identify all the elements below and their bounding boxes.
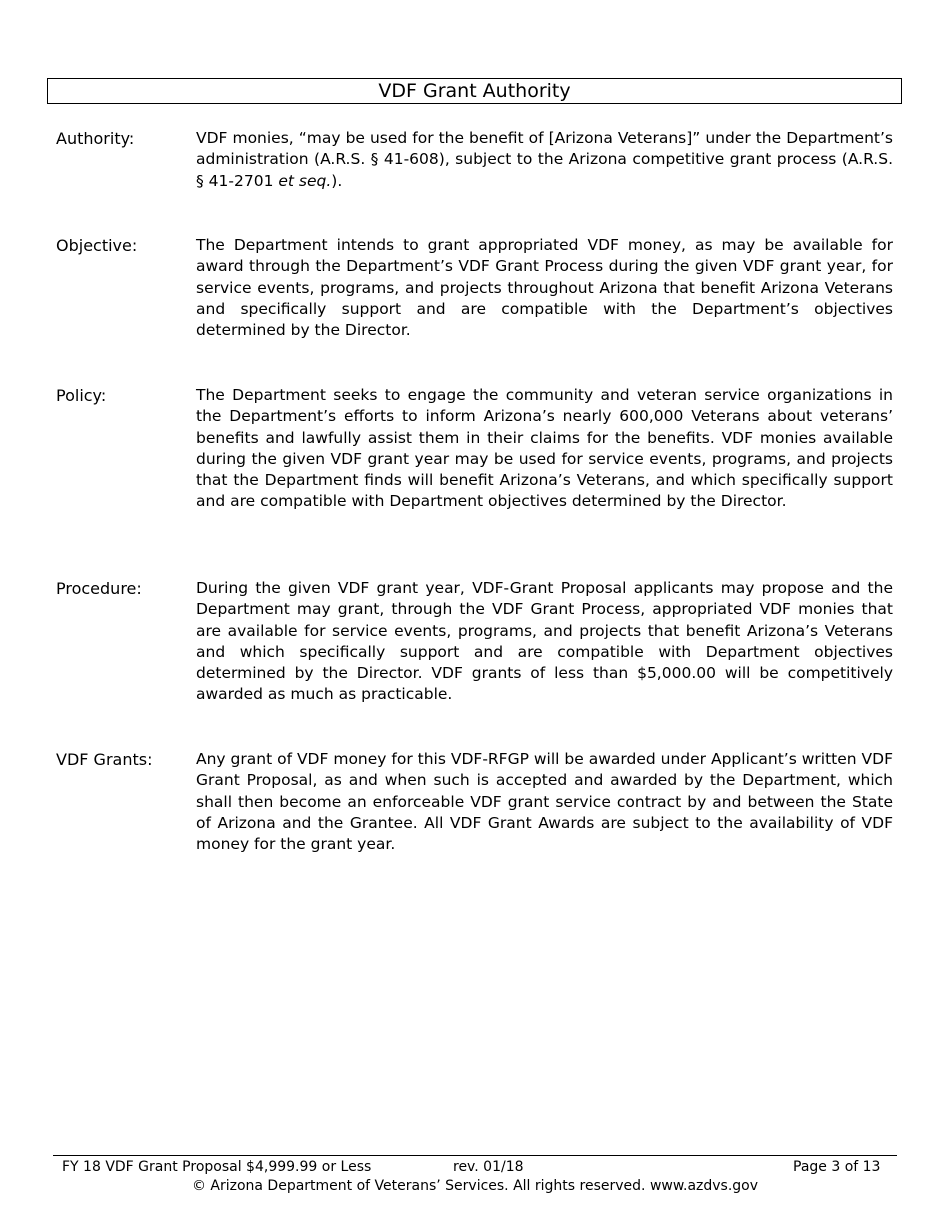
page-title: VDF Grant Authority [47,78,902,104]
section-text: During the given VDF grant year, VDF-Grant Proposal applicants may propose and the Department may grant, through the VDF Grant Process, appropriated VDF monies that are available for service events, programs, and projects that benefit Arizona’s Veterans and which specifically support and are compatible with Department objectives determined by the Director. VDF grants of less than $5,000.00 will be competitively awarded as much as practicable. [196,579,893,704]
footer-divider [53,1155,897,1156]
section-label: Objective: [56,236,138,255]
footer-page-number: Page 3 of 13 [793,1159,881,1175]
section-text-part: ). [331,171,343,190]
section-text: Any grant of VDF money for this VDF-RFGP will be awarded under Applicant’s written VDF Grant Proposal, as and when such is accepted and awarded by the Department, which shall then become an enforceable VDF grant service contract by and between the State of Arizona and the Grantee. All VDF Grant Awards are subject to the availability of VDF money for the grant year. [196,750,893,854]
footer-copyright: © Arizona Department of Veterans’ Services. All rights reserved. www.azdvs.gov [191,1178,759,1194]
footer-revision: rev. 01/18 [453,1159,524,1175]
section-text-part: VDF monies, “may be used for the benefit of [Arizona Veterans]” under the Department’s administration (A.R.S. § 41-608), subject to the Arizona competitive grant process (A.R.S. § 41-2701 [196,129,893,190]
section-text [196,128,893,192]
section-text: The Department seeks to engage the community and veteran service organizations in the Department’s efforts to inform Arizona’s nearly 600,000 Veterans about veterans’ benefits and lawfully assist them in their claims for the benefits. VDF monies available during the given VDF grant year may be used for service events, programs, and projects that the Department finds will benefit Arizona’s Veterans, and which specifically support and are compatible with Department objectives determined by the Director. [196,386,893,511]
footer-doc-title: FY 18 VDF Grant Proposal $4,999.99 or Less [62,1159,372,1175]
section-text-italic: et seq. [278,171,332,190]
section-label: Policy: [56,386,107,405]
section-label: Authority: [56,129,135,148]
section-label: Procedure: [56,579,142,598]
section-label: VDF Grants: [56,750,153,769]
section-text: The Department intends to grant appropriated VDF money, as may be available for award through the Department’s VDF Grant Process during the given VDF grant year, for service events, programs, and projects throughout Arizona that benefit Arizona Veterans and specifically support and are compatible with the Department’s objectives determined by the Director. [196,236,893,340]
